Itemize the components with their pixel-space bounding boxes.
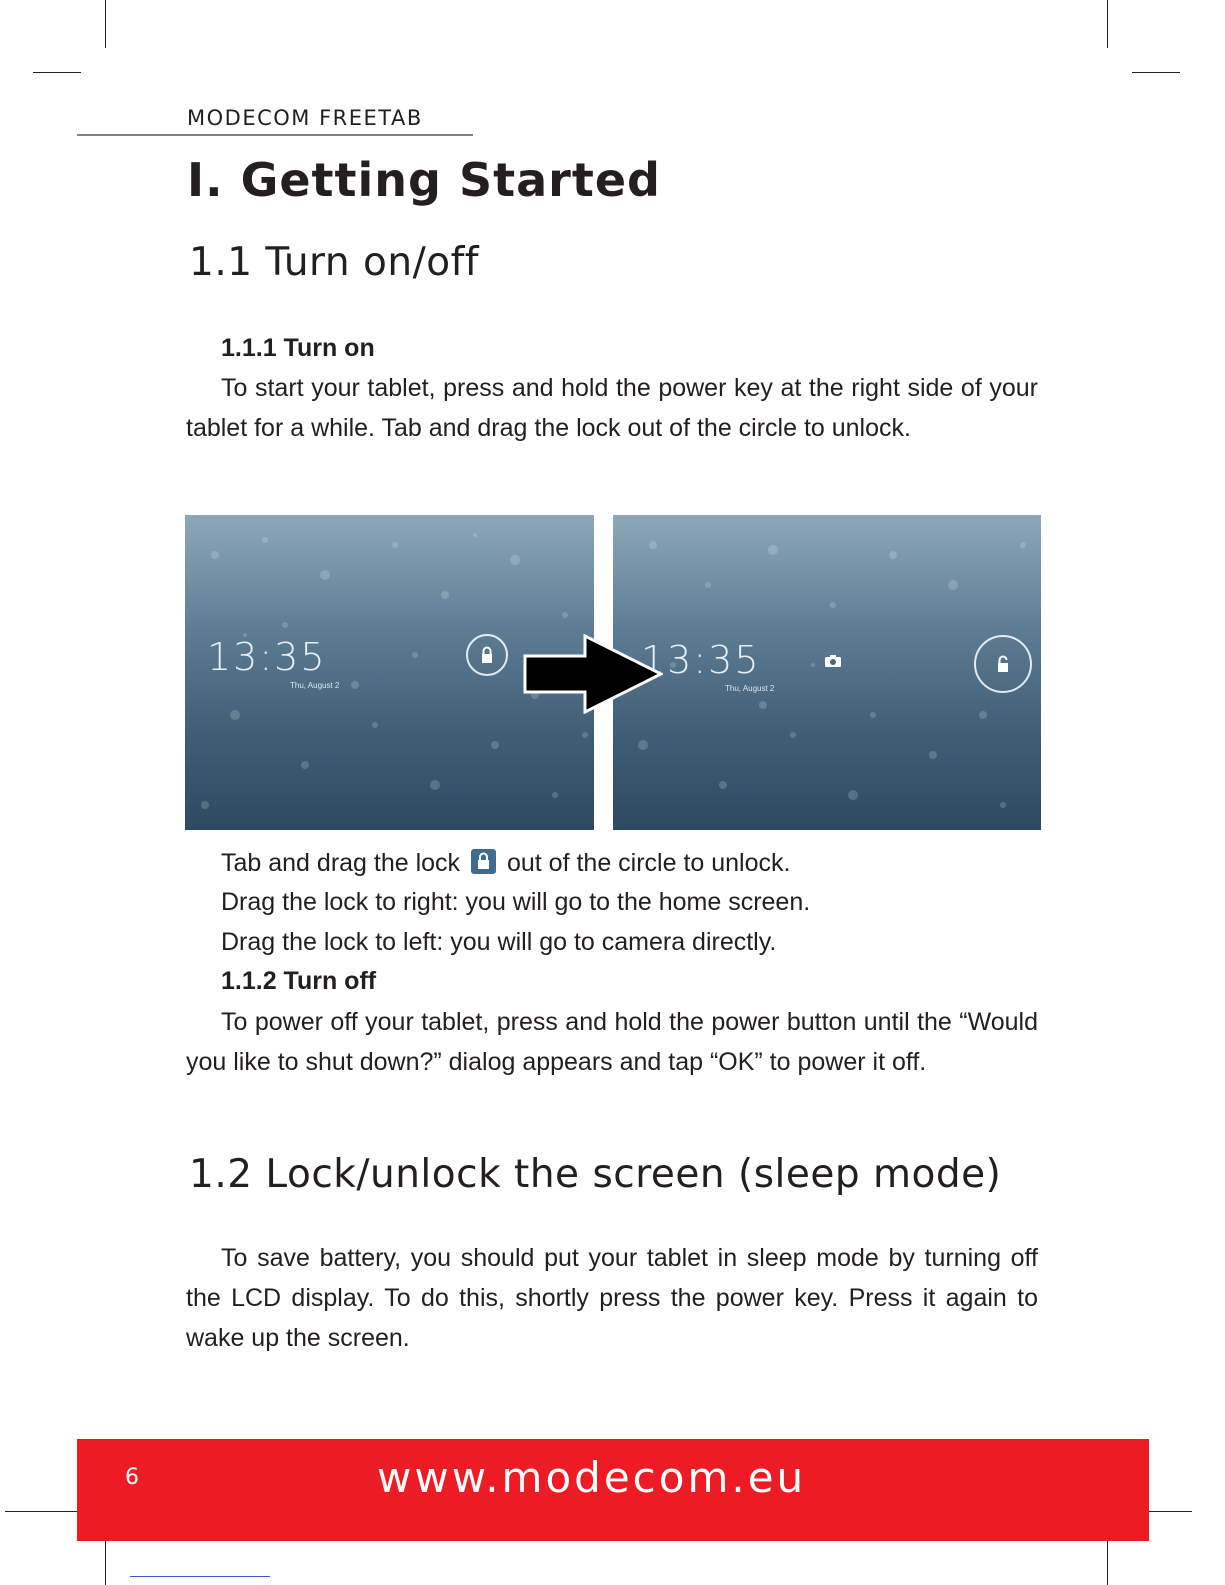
paragraph-sleep-mode: To save battery, you should put your tablet in sleep mode by turning off the LCD display. To do this, shortly press the power key. Press it again to wake up the screen. [186,1244,1038,1352]
lock-icon [471,849,496,874]
date: Thu, August 2 [725,684,775,693]
clock: 13:35 [641,638,761,682]
unlock-icon [976,637,1030,691]
instruction-line-3: Drag the lock to left: you will go to camera directly. [221,928,777,956]
website-url[interactable]: www.modecom.eu [377,1453,807,1502]
crop-mark [33,72,81,73]
chapter-title: I. Getting Started [187,153,661,207]
divider [130,1576,270,1577]
section-title-1-2: 1.2 Lock/unlock the screen (sleep mode) [189,1152,1002,1197]
date: Thu, August 2 [290,681,340,690]
footer-band [77,1439,1149,1541]
paragraph-turn-on: To start your tablet, press and hold the power key at the right side of your tablet for a while. Tab and drag the lock out of the circle to unlock. [186,374,1038,442]
instruction-text: out of the circle to unlock. [506,849,791,877]
lock-circle[interactable] [466,634,508,676]
unlock-circle[interactable] [974,635,1032,693]
header-rule [77,134,473,136]
instruction-line-1 [221,849,790,878]
instruction-line-2: Drag the lock to right: you will go to the home screen. [221,888,811,916]
paragraph-turn-off: To power off your tablet, press and hold the power button until the “Would you like to shut down?” dialog appears and tap “OK” to power it off. [186,1008,1038,1076]
crop-mark [105,0,106,48]
lockscreen-screenshot-after [613,515,1041,830]
crop-mark [5,1511,81,1512]
clock: 13:35 [207,635,327,679]
crop-mark [1132,72,1180,73]
camera-icon[interactable] [824,654,842,668]
running-header: MODECOM FREETAB [187,106,423,130]
lock-icon [468,636,506,674]
subheading-turn-on: 1.1.1 Turn on [221,334,375,362]
instruction-text: Tab and drag the lock [221,849,461,877]
subheading-turn-off: 1.1.2 Turn off [221,967,377,995]
crop-mark [1107,0,1108,48]
section-title-1-1: 1.1 Turn on/off [189,240,480,285]
page-number: 6 [125,1465,139,1490]
arrow-right-icon [523,634,663,714]
